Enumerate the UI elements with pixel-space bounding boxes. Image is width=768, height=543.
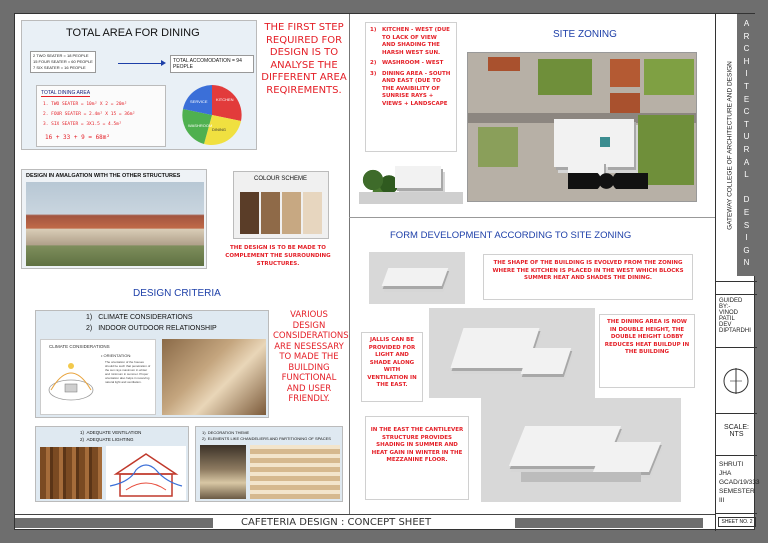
form-mass-3b — [593, 442, 661, 472]
guide-name: VINOD PATIL — [719, 310, 739, 322]
stack-letter: C — [743, 44, 750, 54]
dining-area-heading: TOTAL DINING AREA — [41, 90, 91, 96]
stack-letter: D — [743, 195, 750, 205]
swatch — [240, 192, 259, 234]
title-block — [715, 14, 760, 531]
shift-list — [30, 51, 96, 73]
stack-letter: L — [744, 170, 749, 180]
zoning-note-num: 2) — [370, 60, 377, 66]
stack-letter: E — [743, 207, 750, 217]
plot-brick — [488, 57, 520, 71]
zoning-note — [370, 27, 452, 57]
swatch — [261, 192, 280, 234]
footer-block-right — [515, 518, 703, 528]
stack-letter: T — [744, 81, 749, 91]
scale-label: SCALE: — [724, 424, 749, 431]
north-arrow-icon — [721, 366, 751, 396]
plot-green — [478, 127, 518, 167]
building-mass — [395, 166, 441, 188]
criteria-item-2 — [86, 325, 217, 332]
zoning-note-text: DINING AREA - SOUTH AND EAST (DUE TO THE AVAIBILITY OF SUNRISE RAYS + VIEWS + LANDSCAPE — [382, 70, 451, 107]
criteria-label: CLIMATE CONSIDERATIONS — [98, 314, 193, 321]
cafeteria-mass — [554, 119, 634, 167]
area-pie-chart — [180, 83, 244, 147]
criteria-num: 1) — [86, 314, 93, 321]
form-mass-2b — [521, 348, 571, 374]
area-panel-title: TOTAL AREA FOR DINING — [66, 27, 200, 39]
colour-note: THE DESIGN IS TO BE MADE TO COMPLEMENT THE SURROUNDING STRUCTURES. — [225, 245, 331, 267]
semester: SEMESTER III — [719, 488, 755, 504]
stack-letter: A — [743, 19, 750, 28]
ventilation-panel — [35, 426, 189, 502]
colour-scheme-panel — [233, 171, 329, 239]
stack-letter: H — [743, 56, 750, 66]
guide-cell — [716, 294, 757, 348]
form-model-3 — [481, 398, 681, 502]
form-note-2: JALLIS CAN BE PROVIDED FOR LIGHT AND SHADE ALONG WITH VENTILATION IN THE EAST. — [361, 332, 423, 402]
form-note-1: THE SHAPE OF THE BUILDING IS EVOLVED FROM THE ZONING WHERE THE KITCHEN IS PLACED IN THE WEST WHICH BLOCKS SUMMER HEAT AND SHADES THE DINING. — [483, 254, 693, 300]
decoration-item: 2) ELEMENTS LIKE CHANDELIERS AND PARTITIONING OF SPACES — [202, 436, 331, 441]
scale-cell — [716, 414, 757, 456]
shift-line: 7 SIX SEATER = 16 PEOPLE — [33, 65, 86, 70]
pie-label: WASHROOM — [188, 123, 213, 128]
college-cell — [716, 14, 757, 282]
form-development-heading: FORM DEVELOPMENT ACCORDING TO SITE ZONING — [390, 230, 632, 241]
plot-green — [538, 59, 592, 95]
criteria-label: INDOOR OUTDOOR RELATIONSHIP — [98, 325, 217, 332]
zoning-note-text: WASHROOM - WEST — [382, 60, 444, 66]
form-note-4: IN THE EAST THE CANTILEVER STRUCTURE PROVIDES SHADING IN SUMMER AND HEAT GAIN IN WINTER IN THE MEZZANINE FLOOR. — [365, 416, 469, 500]
decoration-label: ELEMENTS LIKE CHANDELIERS AND PARTITIONING OF SPACES — [207, 436, 331, 441]
scale-value: NTS — [729, 431, 744, 438]
stack-letter: R — [743, 144, 750, 154]
student-name: SHRUTI JHA — [719, 461, 744, 477]
amalgamation-panel — [21, 169, 207, 269]
calc-total: 16 + 33 + 9 = 68m² — [45, 134, 111, 141]
colour-scheme-title: COLOUR SCHEME — [254, 176, 308, 182]
orientation-label: • ORIENTATION: — [101, 353, 132, 358]
form-model-2 — [429, 308, 595, 398]
guided-by-label: GUIDED BY:- — [719, 298, 743, 310]
form-mass-1 — [382, 268, 449, 286]
design-criteria-heading: DESIGN CRITERIA — [133, 288, 221, 299]
shift-line: 2 TWO SEATER = 18 PEOPLE — [33, 53, 89, 58]
pie-label: KITCHEN — [216, 97, 234, 102]
form-model-1 — [369, 252, 465, 304]
sheet-frame — [14, 13, 760, 530]
decoration-label: DECORATION THEME — [207, 430, 250, 435]
site-plan — [467, 52, 697, 202]
zoning-note-num: 1) — [370, 27, 377, 33]
form-note-3: THE DINING AREA IS NOW IN DOUBLE HEIGHT, THE DOUBLE HEIGHT LOBBY REDUCES HEAT BUILDUP IN THE BUILDING — [599, 314, 695, 388]
sun-path-diagram — [45, 356, 97, 408]
amalgamation-title: DESIGN IN AMALGATION WITH THE OTHER STRUCTURES — [26, 173, 181, 179]
pie-slice-kitchen — [212, 85, 242, 121]
stack-letter: E — [743, 94, 750, 104]
decoration-item: 1) DECORATION THEME — [202, 430, 250, 435]
plot-green — [644, 59, 694, 95]
stack-letter: C — [743, 107, 750, 117]
ventilation-item: 1) ADEQUATE VENTILATION — [80, 430, 142, 435]
stack-letter: S — [743, 220, 750, 230]
stack-letter: R — [743, 31, 750, 41]
chandelier-photo — [200, 445, 246, 499]
total-accommodation: TOTAL ACCOMODATION = 94 PEOPLE — [170, 55, 254, 73]
plot-brick — [610, 59, 640, 87]
ventilation-label: ADEQUATE VENTILATION — [86, 430, 142, 435]
arrow-head-icon — [161, 60, 166, 66]
footer-block-left — [15, 518, 213, 528]
calc-line: 2. FOUR SEATER = 2.4m² X 15 = 36m² — [43, 112, 136, 117]
ventilation-item: 2) ADEQUATE LIGHTING — [80, 437, 134, 442]
stack-letter — [737, 182, 756, 195]
calc-line: 1. TWO SEATER = 10m² X 2 = 20m² — [43, 102, 127, 107]
sheet-no: SHEET NO. 2 — [718, 517, 756, 527]
calc-line: 3. SIX SEATER = 3X1.5 = 4.5m² — [43, 122, 122, 127]
guide-name: DEV DIPTARDHI — [719, 322, 751, 334]
zoning-note — [370, 60, 452, 68]
decoration-panel — [195, 426, 343, 502]
partition-photo — [250, 445, 340, 499]
zoning-note-num: 3) — [370, 70, 377, 77]
criteria-num: 2) — [86, 325, 93, 332]
ground-plane — [359, 192, 463, 204]
skylight — [600, 137, 610, 147]
stack-letter: U — [743, 132, 750, 142]
stack-letter: N — [743, 258, 750, 268]
climate-card — [40, 339, 156, 415]
swatch — [282, 192, 301, 234]
north-cell — [716, 348, 757, 414]
site-zoning-heading: SITE ZONING — [553, 29, 617, 40]
discipline-band — [737, 14, 756, 276]
indoor-outdoor-photo — [162, 339, 266, 415]
stack-letters — [737, 18, 756, 270]
criteria-note: VARIOUS DESIGN CONSIDERATIONS ARE NESESSARY TO MADE THE BUILDING FUNCTIONAL AND USER FRIENDLY. — [273, 310, 349, 404]
area-panel — [21, 20, 257, 150]
stack-letter: T — [744, 119, 749, 129]
pie-label: DINING — [212, 127, 226, 132]
college-name: GATEWAY COLLEGE OF ARCHITECTURE AND DESIGN — [726, 61, 734, 230]
climate-panel — [35, 310, 269, 418]
footer-title: CAFETERIA DESIGN : CONCEPT SHEET — [241, 517, 432, 528]
shift-line: 15 FOUR SEATER = 60 PEOPLE — [33, 59, 93, 64]
footer-bar — [15, 514, 715, 530]
calc-sheet — [36, 85, 166, 147]
arrow-icon — [118, 63, 164, 64]
roll-no: GCAD/19/333 — [719, 479, 760, 486]
zoning-note-text: KITCHEN - WEST (DUE TO LACK OF VIEW AND SHADING THE HARSH WEST SUN. — [382, 27, 450, 56]
stack-letter: I — [745, 233, 748, 243]
stack-letter: I — [745, 69, 748, 79]
site-model-thumb — [359, 152, 463, 204]
site-zoning-notes — [365, 22, 457, 152]
stack-letter: G — [743, 245, 750, 255]
jalli-photo — [40, 447, 102, 499]
ventilation-diagram — [106, 446, 186, 500]
swatch — [303, 192, 322, 234]
center-divider — [349, 14, 350, 514]
zoning-note — [370, 71, 452, 109]
orientation-text: The orientation of the houses should be such that penetration of the sun rays maximum in winter and minimum in summer. Proper orientation also helps in receiving natural light and ventilation. — [105, 360, 151, 384]
tree-row — [568, 173, 648, 189]
intro-text: THE FIRST STEP REQUIRED FOR DESIGN IS TO ANALYSE THE DIFFERENT AREA REQIREMENTS. — [261, 22, 347, 96]
right-divider — [349, 217, 715, 218]
pie-label: SERVICE — [190, 99, 208, 104]
criteria-item-1 — [86, 314, 193, 321]
ventilation-label: ADEQUATE LIGHTING — [86, 437, 134, 442]
form-shadow — [521, 472, 641, 482]
stack-letter: A — [743, 157, 750, 167]
student-cell — [716, 456, 760, 514]
climate-card-label: CLIMATE CONSIDERATIONS — [49, 344, 110, 349]
building-photo — [26, 182, 204, 266]
